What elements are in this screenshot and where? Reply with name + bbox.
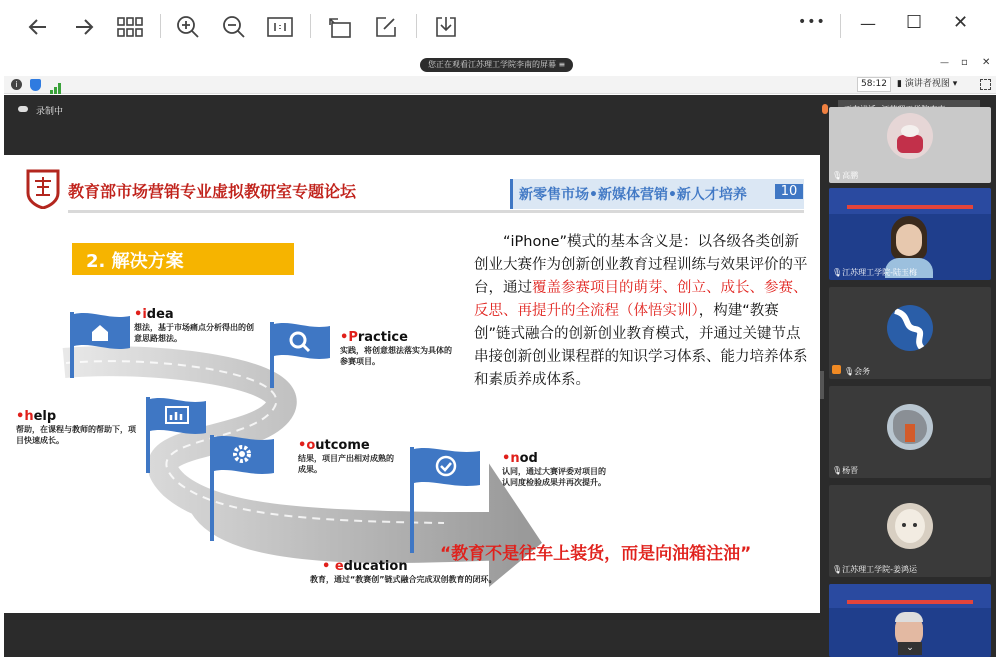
presentation-slide (4, 155, 820, 613)
step-practice: •Practice 实践，将创意想法落实为具体的参赛项目。 (340, 330, 452, 366)
step-idea-rest: dea (146, 307, 174, 322)
participant-name (832, 170, 858, 181)
participant-name-text: 江苏理工学院-姜鸿运 (842, 565, 918, 574)
recording-label: 录制中 (36, 107, 64, 117)
participant-name (832, 267, 917, 278)
step-nod-desc: 认同，通过大赛评委对项目的认同度检验成果并再次提升。 (502, 467, 606, 487)
ppt-close-button[interactable]: ✕ (982, 57, 991, 68)
participant-tile[interactable] (829, 287, 991, 379)
para-text-2: ，构建“教赛创”链式融合的创新创业教育模式，并通过关键节点串接创新创业课程群的知识学习体系、能力培养体系和素质养成体系。 (474, 303, 808, 388)
view-mode-dropdown[interactable]: ▮ 演讲者视图 ▾ (897, 79, 958, 89)
fullscreen-icon[interactable] (980, 79, 991, 90)
step-idea-letter: i (142, 307, 147, 322)
share-strip (4, 56, 996, 76)
zoom-in-icon[interactable] (174, 13, 202, 41)
person-icon (832, 365, 841, 374)
step-education-letter: e (334, 559, 344, 574)
step-help-desc: 帮助，在课程与教师的帮助下，项目快速成长。 (16, 425, 136, 445)
save-download-icon[interactable] (432, 13, 460, 41)
video-banner-title-bar (847, 600, 973, 604)
step-practice-letter: P (348, 330, 358, 345)
avatar (887, 113, 933, 159)
back-arrow-icon[interactable] (24, 13, 52, 41)
step-help-letter: h (24, 409, 34, 424)
participant-name-text: 会务 (854, 367, 871, 376)
mic-icon (822, 104, 828, 114)
step-help: •help 帮助，在课程与教师的帮助下，项目快速成长。 (16, 409, 136, 445)
slide-title: 教育部市场营销专业虚拟教研室专题论坛 (68, 182, 357, 201)
mic-icon: 🎙 (832, 268, 843, 277)
step-practice-desc: 实践，将创意想法落实为具体的参赛项目。 (340, 346, 452, 366)
ppt-minimize-button[interactable]: — (940, 58, 949, 68)
avatar (887, 404, 933, 450)
close-button[interactable]: ✕ (953, 12, 969, 33)
cloud-record-icon (18, 106, 28, 112)
participant-name-text: 江苏理工学院-陆玉梅 (842, 268, 918, 277)
section-heading-text: 2. 解决方案 (86, 251, 184, 272)
step-idea: •idea 想法，基于市场痛点分析得出的创意思路想法。 (134, 307, 254, 343)
grid-view-icon[interactable] (116, 13, 144, 41)
step-nod: •nod 认同，通过大赛评委对项目的认同度检验成果并再次提升。 (502, 451, 612, 488)
banner-text: 新零售市场•新媒体营销•新人才培养 (519, 187, 747, 203)
step-education-rest: ducation (343, 559, 408, 574)
participant-tile[interactable] (829, 188, 991, 280)
minimize-button[interactable]: — (860, 14, 876, 33)
step-nod-letter: n (510, 451, 520, 466)
participant-name-text: 高鹏 (842, 171, 859, 180)
share-notice: 您正在观看江苏理工学院李南的屏幕 ≡ (420, 58, 573, 72)
step-outcome-rest: utcome (315, 438, 370, 453)
edit-icon[interactable] (372, 13, 400, 41)
view-mode-label: 演讲者视图 (904, 79, 950, 89)
para-text-1: “iPhone”模式的基本含义是：以各级各类创新创业大赛作为创新创业教育过程训练与效果评价的平台，通过 (474, 234, 808, 296)
rotate-icon[interactable] (326, 13, 354, 41)
meeting-timer: 58:12 (857, 77, 891, 92)
mic-icon: 🎙 (832, 171, 843, 180)
para-highlight: 覆盖参赛项目的萌芽、创立、成长、参赛、反思、再提升的全流程（体悟实训） (474, 280, 808, 319)
step-practice-rest: ractice (357, 330, 408, 345)
participant-tile[interactable] (829, 386, 991, 478)
flag-outcome (208, 433, 282, 547)
step-education-desc: 教育，通过“教赛创”链式融合完成双创教育的闭环。 (310, 575, 497, 584)
video-banner (829, 188, 991, 214)
shield-icon[interactable] (30, 79, 41, 91)
avatar (887, 503, 933, 549)
step-help-rest: elp (33, 409, 57, 424)
flag-practice (268, 320, 338, 394)
slide-quote: “教育不是往车上装货，而是向油箱注油” (440, 544, 752, 564)
ppt-restore-button[interactable]: ▫ (961, 57, 968, 68)
flag-help (144, 395, 214, 479)
viewer-toolbar (0, 0, 999, 56)
step-outcome: •outcome 结果，项目产出相对成熟的成果。 (298, 438, 394, 474)
avatar (887, 305, 933, 351)
step-nod-rest: od (519, 451, 538, 466)
info-icon[interactable]: i (11, 79, 22, 90)
participant-name (832, 365, 870, 377)
step-outcome-letter: o (306, 438, 316, 453)
mic-icon: 🎙 (844, 367, 855, 376)
share-notice-text: 您正在观看江苏理工学院李南的屏幕 (428, 60, 556, 69)
participant-tile[interactable] (829, 107, 991, 183)
step-outcome-desc: 结果，项目产出相对成熟的成果。 (298, 454, 394, 474)
participant-tile[interactable] (829, 584, 991, 657)
video-banner-title-bar (847, 205, 973, 209)
mic-icon: 🎙 (832, 565, 843, 574)
forward-arrow-icon[interactable] (70, 13, 98, 41)
signal-icon (50, 79, 62, 90)
participant-name-text: 杨晋 (842, 466, 859, 475)
participant-name (832, 564, 917, 575)
zoom-out-icon[interactable] (220, 13, 248, 41)
scroll-down-button[interactable]: ⌄ (898, 642, 922, 655)
actual-size-icon[interactable] (266, 13, 294, 41)
step-education: • education 教育，通过“教赛创”链式融合完成双创教育的闭环。 (310, 559, 640, 585)
flag-idea (68, 310, 138, 384)
step-idea-desc: 想法，基于市场痛点分析得出的创意思路想法。 (134, 323, 254, 343)
page-number: 10 (775, 184, 803, 199)
mic-icon: 🎙 (832, 466, 843, 475)
maximize-button[interactable]: ☐ (906, 12, 923, 33)
participant-name (832, 465, 858, 476)
participant-tile[interactable] (829, 485, 991, 577)
video-banner (829, 584, 991, 608)
meeting-bar (4, 76, 996, 94)
more-options-button[interactable]: ••• (798, 14, 826, 30)
